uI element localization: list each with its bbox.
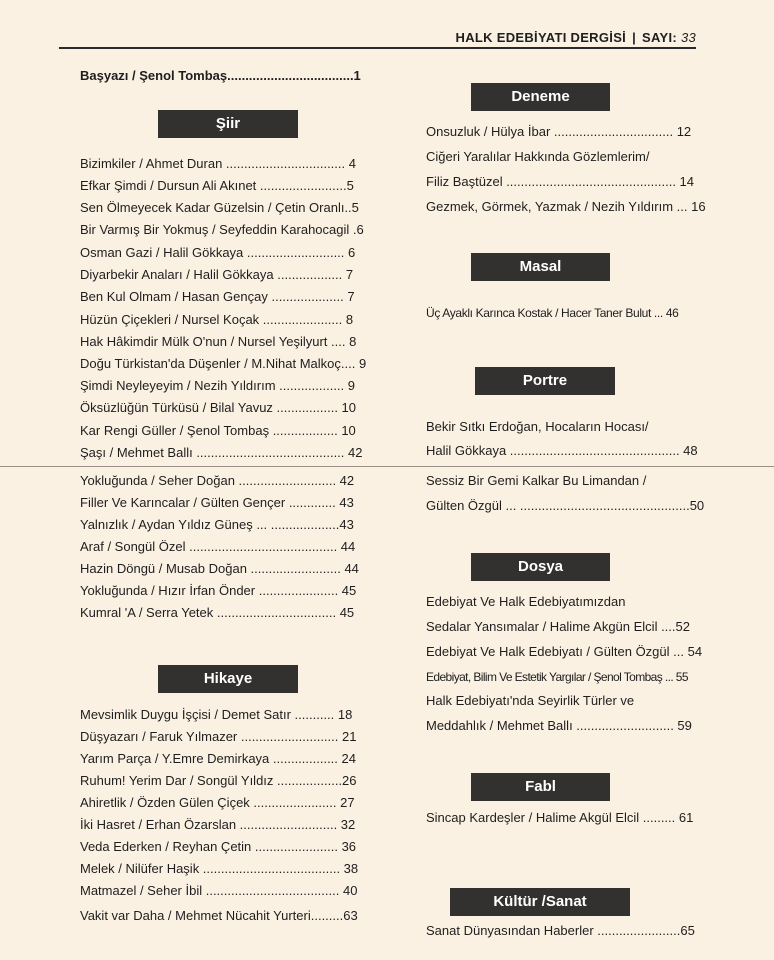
toc-entry: Edebiyat Ve Halk Edebiyatı / Gülten Özgül ... 54 [426, 644, 703, 659]
toc-entry: Hüzün Çiçekleri / Nursel Koçak ...................... 8 [80, 312, 354, 327]
toc-entry: Sessiz Bir Gemi Kalkar Bu Limandan / [426, 473, 647, 488]
toc-entry: Mevsimlik Duygu İşçisi / Demet Satır ........... 18 [80, 707, 353, 722]
magazine-title: HALK EDEBİYATI DERGİSİ [455, 30, 627, 45]
header-separator: | [632, 30, 637, 45]
toc-entry: Sincap Kardeşler / Halime Akgül Elcil ......... 61 [426, 810, 694, 825]
section-heading-siir: Şiir [158, 110, 298, 138]
toc-entry: Öksüzlüğün Türküsü / Bilal Yavuz ................. 10 [80, 400, 357, 415]
toc-entry: Halil Gökkaya ............................................... 48 [426, 443, 698, 458]
toc-entry: Bekir Sıtkı Erdoğan, Hocaların Hocası/ [426, 419, 649, 434]
toc-entry: Düşyazarı / Faruk Yılmazer ........................... 21 [80, 729, 357, 744]
toc-entry: Araf / Songül Özel ......................................... 44 [80, 539, 356, 554]
toc-entry: Efkar Şimdi / Dursun Ali Akınet ........................5 [80, 178, 354, 193]
toc-entry: Üç Ayaklı Karınca Kostak / Hacer Taner Bulut ... 46 [426, 306, 679, 320]
section-heading-portre: Portre [475, 367, 615, 395]
toc-entry: Sanat Dünyasından Haberler .......................65 [426, 923, 695, 938]
section-heading-dosya: Dosya [471, 553, 610, 581]
toc-entry: Ahiretlik / Özden Gülen Çiçek ....................... 27 [80, 795, 355, 810]
toc-entry: Hazin Döngü / Musab Doğan ......................... 44 [80, 561, 359, 576]
toc-entry: Şimdi Neyleyeyim / Nezih Yıldırım .................. 9 [80, 378, 355, 393]
toc-entry: İki Hasret / Erhan Özarslan ........................... 32 [80, 817, 356, 832]
toc-entry: Edebiyat Ve Halk Edebiyatımızdan [426, 594, 626, 609]
toc-entry: Filiz Baştüzel ............................................... 14 [426, 174, 695, 189]
toc-entry: Yokluğunda / Seher Doğan ........................... 42 [80, 473, 355, 488]
toc-entry: Şaşı / Mehmet Ballı ......................................... 42 [80, 445, 363, 460]
toc-entry: Sedalar Yansımalar / Halime Akgün Elcil ....52 [426, 619, 690, 634]
page-header [456, 30, 696, 45]
section-heading-kultur-sanat: Kültür /Sanat [450, 888, 630, 916]
toc-entry: Doğu Türkistan'da Düşenler / M.Nihat Malkoç.... 9 [80, 356, 367, 371]
section-heading-deneme: Deneme [471, 83, 610, 111]
section-heading-masal: Masal [471, 253, 610, 281]
toc-entry: Ciğeri Yaralılar Hakkında Gözlemlerim/ [426, 149, 650, 164]
toc-entry: Veda Ederken / Reyhan Çetin ....................... 36 [80, 839, 357, 854]
toc-entry: Ben Kul Olmam / Hasan Gençay .................... 7 [80, 289, 355, 304]
toc-entry: Kumral 'A / Serra Yetek ................................. 45 [80, 605, 355, 620]
toc-entry: Bir Varmış Bir Yokmuş / Seyfeddin Karahocagil .6 [80, 222, 364, 237]
toc-entry: Matmazel / Seher İbil ..................................... 40 [80, 883, 358, 898]
toc-entry: Halk Edebiyatı'nda Seyirlik Türler ve [426, 693, 635, 708]
toc-entry: Yarım Parça / Y.Emre Demirkaya .................. 24 [80, 751, 356, 766]
toc-entry: Vakit var Daha / Mehmet Nücahit Yurteri.........63 [80, 908, 358, 923]
toc-entry: Filler Ve Karıncalar / Gülten Gençer ............. 43 [80, 495, 354, 510]
toc-entry: Sen Ölmeyecek Kadar Güzelsin / Çetin Oranlı..5 [80, 200, 359, 215]
issue-number: 33 [680, 30, 696, 45]
toc-entry: Melek / Nilüfer Haşik ...................................... 38 [80, 861, 359, 876]
toc-entry: Osman Gazi / Halil Gökkaya ........................... 6 [80, 245, 356, 260]
toc-entry: Edebiyat, Bilim Ve Estetik Yargılar / Şenol Tombaş ... 55 [426, 670, 688, 684]
toc-entry: Gezmek, Görmek, Yazmak / Nezih Yıldırım ... 16 [426, 199, 706, 214]
toc-entry: Ruhum! Yerim Dar / Songül Yıldız ..................26 [80, 773, 357, 788]
section-heading-hikaye: Hikaye [158, 665, 298, 693]
toc-entry: Bizimkiler / Ahmet Duran ................................. 4 [80, 156, 356, 171]
page-fold-line [0, 466, 774, 467]
toc-entry: Kar Rengi Güller / Şenol Tombaş .................. 10 [80, 423, 356, 438]
toc-entry: Hak Hâkimdir Mülk O'nun / Nursel Yeşilyurt .... 8 [80, 334, 357, 349]
toc-entry: Gülten Özgül ... ...............................................50 [426, 498, 705, 513]
toc-entry-editorial: Başyazı / Şenol Tombaş...................................1 [80, 68, 361, 83]
toc-entry: Meddahlık / Mehmet Ballı ........................... 59 [426, 718, 692, 733]
toc-entry: Onsuzluk / Hülya İbar ................................. 12 [426, 124, 692, 139]
toc-entry: Yokluğunda / Hızır İrfan Önder ...................... 45 [80, 583, 357, 598]
toc-entry: Yalnızlık / Aydan Yıldız Güneş ... ...................43 [80, 517, 354, 532]
issue-label: SAYI: [642, 30, 678, 45]
section-heading-fabl: Fabl [471, 773, 610, 801]
header-rule [59, 47, 696, 49]
toc-entry: Diyarbekir Anaları / Halil Gökkaya .................. 7 [80, 267, 354, 282]
